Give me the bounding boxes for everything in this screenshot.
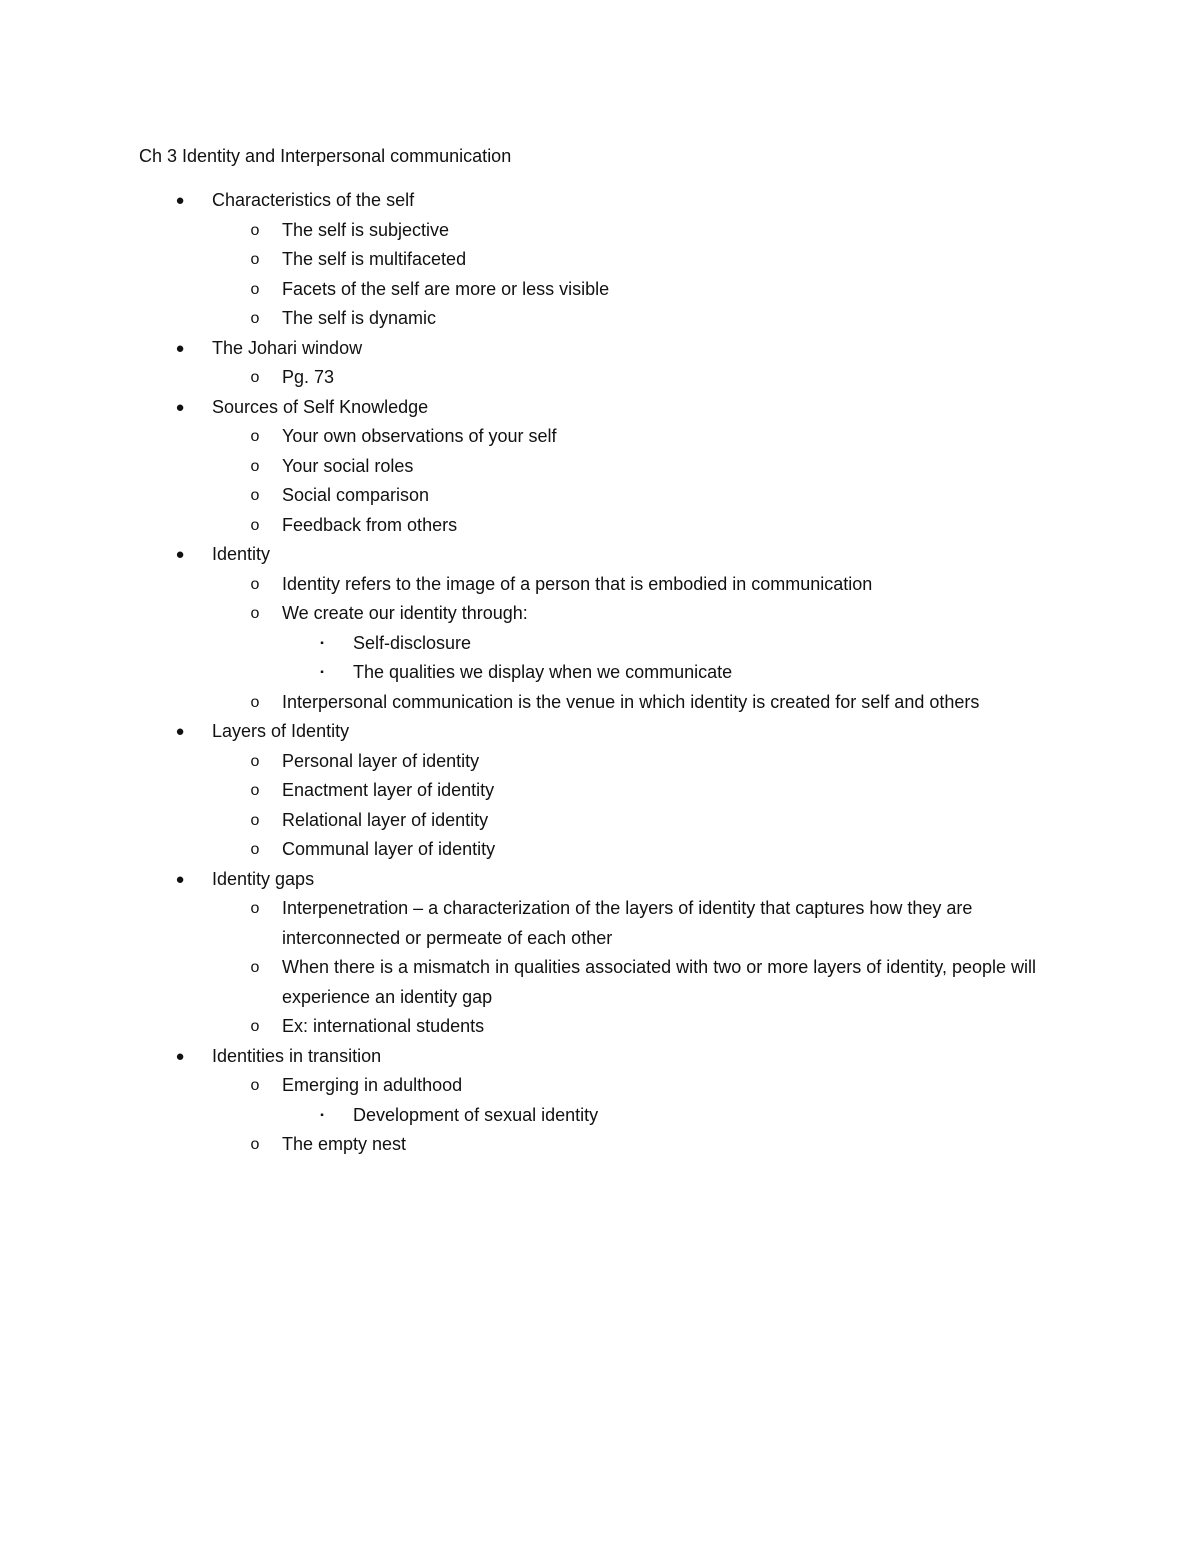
bullet-text: Relational layer of identity (282, 809, 489, 830)
sub-bullet-item (0, 747, 1200, 777)
bullet-square-icon: ▪ (320, 1109, 324, 1121)
sub-bullet-item (0, 275, 1200, 305)
sub-bullet-item (0, 422, 1200, 452)
bullet-dot-icon: ● (175, 546, 185, 563)
sub-bullet-item (0, 835, 1200, 865)
bullet-text: Interpersonal communication is the venue in which identity is created for self and others (282, 691, 980, 712)
bullet-circle-icon: o (250, 693, 260, 711)
bullet-text: Development of sexual identity (353, 1104, 599, 1125)
bullet-circle-icon: o (250, 841, 260, 858)
outline-list (0, 186, 1200, 1160)
bullet-dot-icon: ● (175, 1047, 185, 1065)
sub-bullet-item (0, 245, 1200, 275)
bullet-circle-icon: o (250, 1136, 260, 1153)
sub-sub-bullet-item (0, 629, 1200, 659)
bullet-circle-icon: o (250, 1077, 260, 1094)
bullet-text: Pg. 73 (282, 367, 335, 387)
bullet-text: Your social roles (282, 455, 414, 476)
bullet-text: The empty nest (282, 1134, 407, 1154)
sub-bullet-item (0, 363, 1200, 393)
bullet-circle-icon: o (250, 959, 260, 976)
bullet-text: The self is subjective (282, 219, 450, 240)
bullet-text: The Johari window (212, 337, 363, 358)
bullet-text: The self is dynamic (282, 308, 437, 328)
bullet-text: Self-disclosure (353, 632, 472, 653)
bullet-circle-icon: o (250, 516, 260, 534)
bullet-item (0, 334, 1200, 364)
bullet-text: Sources of Self Knowledge (212, 396, 429, 417)
page-title: Ch 3 Identity and Interpersonal communication (139, 146, 512, 166)
bullet-square-icon: ▪ (320, 667, 324, 678)
bullet-circle-icon: o (250, 782, 260, 799)
sub-bullet-item (0, 216, 1200, 246)
bullet-circle-icon: o (250, 605, 260, 622)
sub-bullet-item (0, 806, 1200, 836)
bullet-text: Your own observations of your self (282, 426, 557, 446)
bullet-dot-icon: ● (175, 398, 185, 416)
bullet-dot-icon: ● (175, 192, 185, 209)
bullet-circle-icon: o (250, 280, 260, 298)
bullet-circle-icon: o (250, 310, 260, 327)
sub-bullet-item (0, 304, 1200, 334)
sub-sub-bullet-item (0, 658, 1200, 688)
bullet-item (0, 865, 1200, 895)
bullet-text: We create our identity through: (282, 603, 528, 623)
bullet-text: Enactment layer of identity (282, 780, 495, 800)
bullet-circle-icon: o (250, 457, 260, 475)
bullet-text: Communal layer of identity (282, 839, 496, 859)
bullet-text: Feedback from others (282, 514, 458, 535)
sub-bullet-item (0, 481, 1200, 511)
bullet-text: The qualities we display when we communicate (353, 662, 733, 682)
bullet-item (0, 717, 1200, 747)
bullet-circle-icon: o (250, 811, 260, 829)
bullet-text: Social comparison (282, 485, 430, 505)
sub-bullet-item (0, 511, 1200, 541)
bullet-circle-icon: o (250, 487, 260, 504)
bullet-circle-icon: o (250, 900, 260, 917)
sub-bullet-item (0, 688, 1200, 718)
sub-bullet-item (0, 570, 1200, 600)
bullet-text: Layers of Identity (212, 721, 350, 741)
bullet-circle-icon: o (250, 428, 260, 445)
sub-bullet-item (0, 1130, 1200, 1160)
sub-bullet-item (0, 953, 1200, 1012)
bullet-item (0, 393, 1200, 423)
bullet-text: The self is multifaceted (282, 249, 467, 269)
bullet-text: Identity (212, 544, 271, 564)
bullet-circle-icon: o (250, 369, 260, 386)
bullet-text: Interpenetration – a characterization of the layers of identity that captures how they are interconnected or permeate of each other (282, 898, 973, 948)
sub-bullet-item (0, 452, 1200, 482)
bullet-dot-icon: ● (175, 339, 185, 357)
bullet-circle-icon: o (250, 575, 260, 593)
sub-bullet-item (0, 776, 1200, 806)
bullet-text: Identity gaps (212, 868, 315, 889)
sub-bullet-item (0, 1071, 1200, 1101)
bullet-text: Personal layer of identity (282, 750, 480, 771)
bullet-square-icon: ▪ (320, 637, 324, 649)
bullet-item (0, 186, 1200, 216)
bullet-item (0, 1042, 1200, 1072)
bullet-text: Ex: international students (282, 1016, 485, 1036)
bullet-circle-icon: o (250, 1018, 260, 1035)
bullet-text: Facets of the self are more or less visible (282, 278, 610, 299)
bullet-dot-icon: ● (175, 723, 185, 740)
bullet-item (0, 540, 1200, 570)
bullet-text: Characteristics of the self (212, 190, 415, 210)
sub-bullet-item (0, 894, 1200, 953)
bullet-circle-icon: o (250, 752, 260, 770)
bullet-circle-icon: o (250, 251, 260, 268)
bullet-circle-icon: o (250, 221, 260, 239)
sub-bullet-item (0, 599, 1200, 629)
bullet-text: Identities in transition (212, 1045, 382, 1066)
bullet-text: When there is a mismatch in qualities associated with two or more layers of identity, people will experience an identity gap (282, 957, 1036, 1007)
bullet-text: Identity refers to the image of a person that is embodied in communication (282, 573, 873, 594)
sub-sub-bullet-item (0, 1101, 1200, 1131)
bullet-text: Emerging in adulthood (282, 1075, 463, 1095)
sub-bullet-item (0, 1012, 1200, 1042)
bullet-dot-icon: ● (175, 870, 185, 888)
